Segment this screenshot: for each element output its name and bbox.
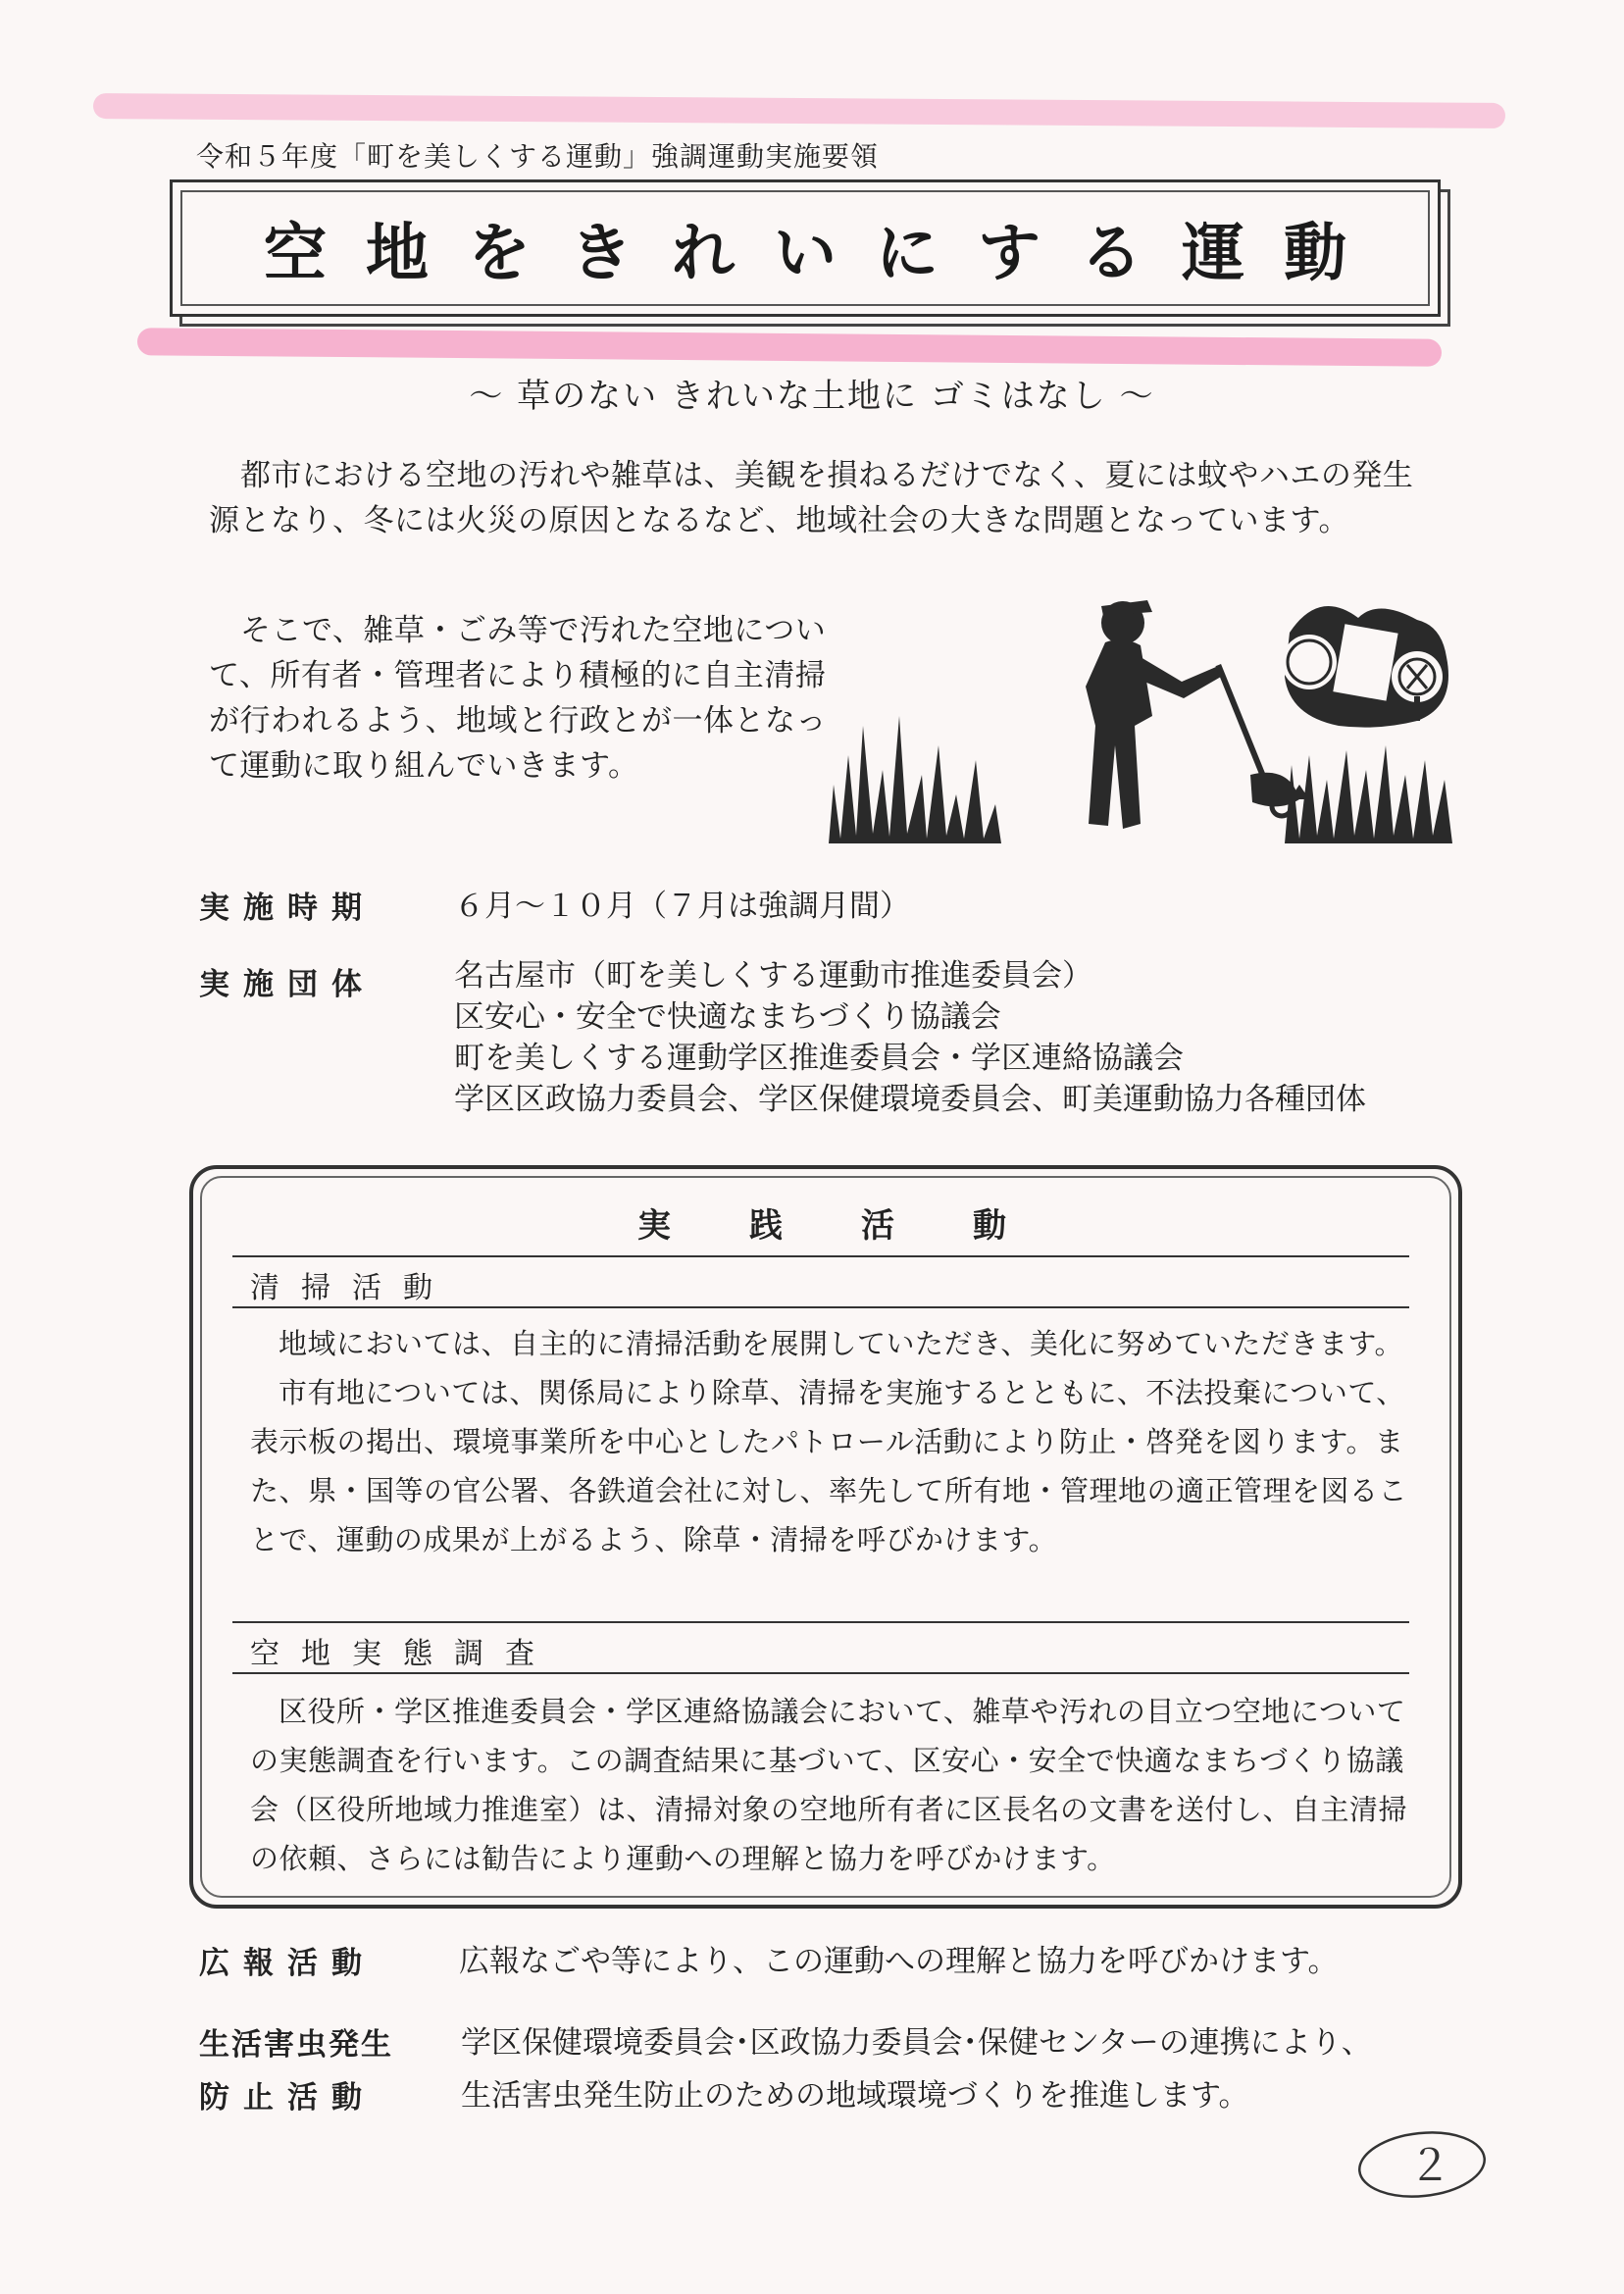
pest-label-line-1: 生活害虫発生 [199, 2027, 393, 2063]
document-subtitle: 令和５年度「町を美しくする運動」強調運動実施要領 [196, 140, 880, 173]
survey-paragraph-1: 区役所・学区推進委員会・学区連絡協議会において、雑草や汚れの目立つ空地についての実態調査を行います。この調査結果に基づいて、区安心・安全で快適なまちづくり協議会（区役所地域力推進室）は、清掃対象の空地所有者に区長名の文書を送付し、自主清掃の依頼、さらには勧告により運動への理解と協力を呼びかけます。 [250, 1695, 1408, 1875]
intro-paragraph-2: そこで、雑草・ごみ等で汚れた空地について、所有者・管理者により積極的に自主清掃が行われるよう、地域と行政とが一体となって運動に取り組んでいきます。 [209, 613, 827, 784]
cleaning-heading: 清掃活動 [250, 1271, 454, 1305]
page-number: ２ [1408, 2141, 1451, 2191]
survey-section-header [232, 1621, 1409, 1674]
cleaning-paragraph-2: 市有地については、関係局により除草、清掃を実施するとともに、不法投棄について、表示板の掲出、環境事業所を中心としたパトロール活動により防止・啓発を図ります。また、県・国等の官公署、各鉄道会社に対し、率先して所有地・管理地の適正管理を図ることで、運動の成果が上がるよう、除草・清掃を呼びかけます。 [250, 1376, 1408, 1556]
intro-paragraph-1: 都市における空地の汚れや雑草は、美観を損ねるだけでなく、夏には蚊やハエの発生源となり、冬には火災の原因となるなど、地域社会の大きな問題となっています。 [209, 458, 1414, 538]
cleaning-section-header [232, 1255, 1409, 1308]
pest-value-line-2: 生活害虫発生防止のための地域環境づくりを推進します。 [461, 2078, 1249, 2114]
tagline: ～ 草のない きれいな土地に ゴミはなし ～ [469, 377, 1155, 416]
organization-item: 学区区政協力委員会、学区保健環境委員会、町美運動協力各種団体 [454, 1082, 1366, 1117]
pest-value-line-1: 学区保健環境委員会･区政協力委員会･保健センターの連携により、 [461, 2025, 1372, 2061]
survey-section-body [250, 1687, 1407, 1883]
pink-highlight-bottom [137, 328, 1442, 367]
organization-item: 町を美しくする運動学区推進委員会・学区連絡協議会 [454, 1041, 1184, 1076]
survey-heading: 空地実態調査 [250, 1637, 556, 1671]
pr-value: 広報なごや等により、この運動への理解と協力を呼びかけます。 [459, 1944, 1339, 1979]
pest-value [461, 2016, 1372, 2122]
title-box-inner [180, 190, 1430, 306]
pest-label-line-2: 防止活動 [199, 2080, 376, 2116]
cleaning-paragraph-1: 地域においては、自主的に清掃活動を展開していただき、美化に努めていただきます。 [279, 1327, 1404, 1360]
organizations-label: 実施団体 [199, 967, 376, 1002]
grass-cutting-icon [829, 549, 1476, 853]
period-value: ６月～１０月（７月は強調月間） [454, 889, 910, 924]
pest-label [199, 2018, 393, 2124]
pink-highlight-top [93, 93, 1505, 128]
page-number-mark [1353, 2123, 1491, 2202]
organization-item: 区安心・安全で快適なまちづくり協議会 [454, 999, 1001, 1035]
organizations-list [454, 955, 1366, 1120]
pr-label: 広報活動 [199, 1946, 376, 1981]
period-label: 実施時期 [199, 891, 376, 926]
title-box [170, 179, 1441, 317]
organization-item: 名古屋市（町を美しくする運動市推進委員会） [454, 958, 1092, 994]
page-title: 空地をきれいにする運動 [264, 218, 1386, 290]
practice-title: 実践活動 [637, 1206, 1085, 1246]
cleaning-section-body [250, 1319, 1407, 1564]
